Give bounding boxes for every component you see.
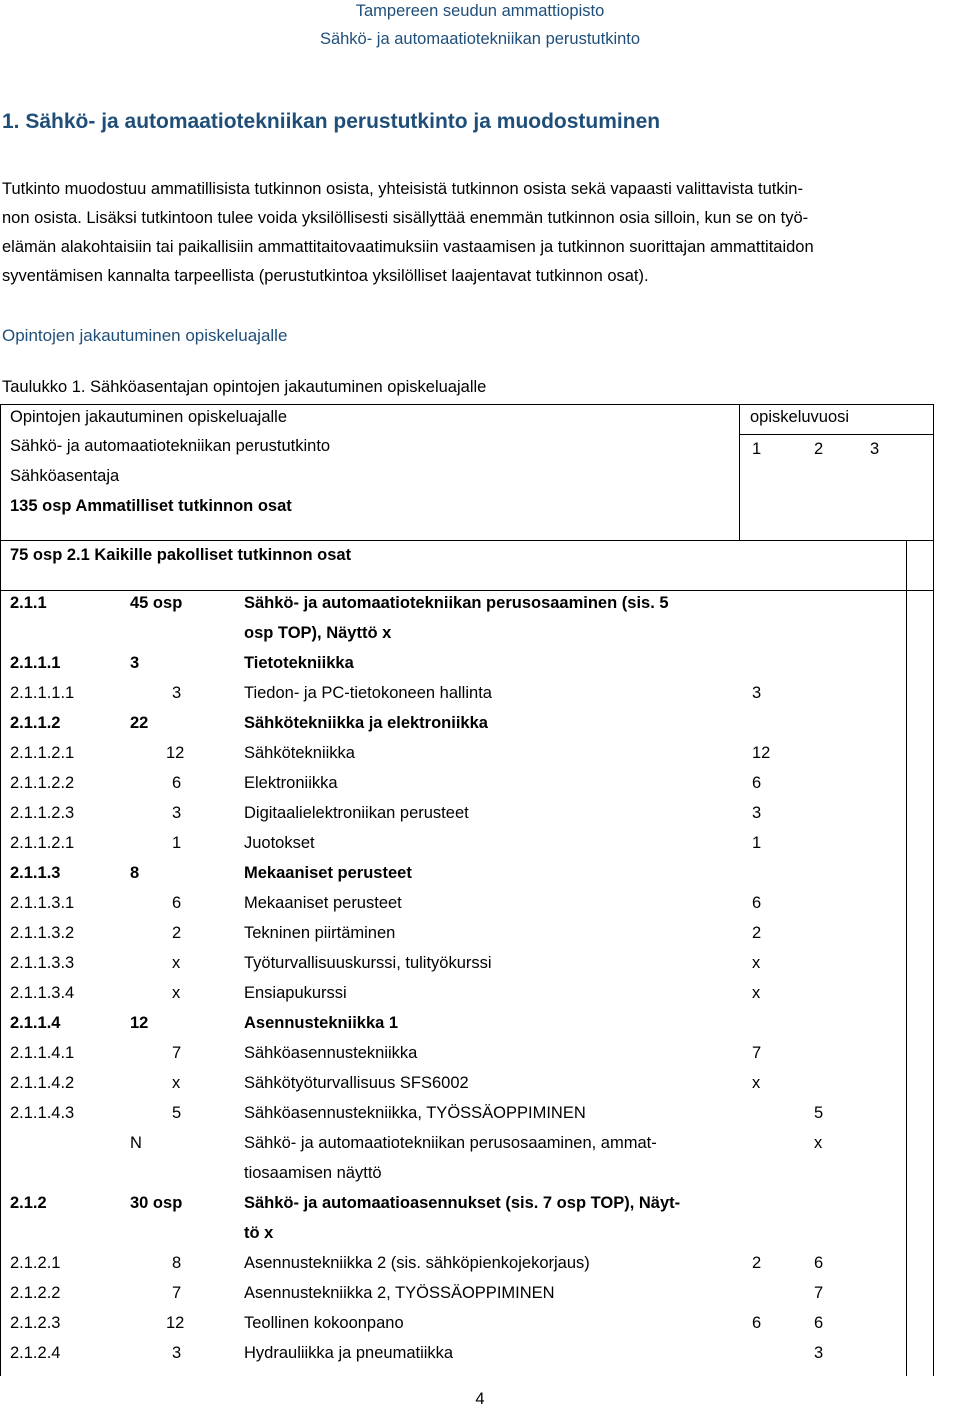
intro-line: syventämisen kannalta tarpeellista (perustutkintoa yksilölliset laajentavat tutkinnon osat). xyxy=(2,267,649,285)
row-name: Asennustekniikka 2 (sis. sähköpienkojekorjaus) xyxy=(244,1254,590,1272)
header-school: Tampereen seudun ammattiopisto xyxy=(355,2,605,20)
table-year3-line xyxy=(906,540,907,1376)
row-name-continued: tiosaamisen näyttö xyxy=(244,1164,382,1182)
row-code: 2.1.1 xyxy=(10,594,47,612)
years-label: opiskeluvuosi xyxy=(750,408,850,426)
row-code: 2.1.1.4.3 xyxy=(10,1104,75,1122)
page-number: 4 xyxy=(475,1390,485,1408)
row-code: 2.1.1.4.1 xyxy=(10,1044,75,1062)
profession-name: Sähköasentaja xyxy=(10,467,120,485)
intro-line: elämän alakohtaisiin tai paikallisiin ammattitaitovaatimuksiin vastaamisen ja tutkinnon suorittajan ammattitaidon xyxy=(2,238,814,256)
row-osp: x xyxy=(172,1074,181,1092)
row-code: 2.1.1.4 xyxy=(10,1014,61,1032)
row-name-continued: tö x xyxy=(244,1224,274,1242)
row-osp: 12 xyxy=(166,1314,185,1332)
row-year-2: 6 xyxy=(814,1254,824,1272)
row-name: Sähkötekniikka xyxy=(244,744,355,762)
row-year-1: 1 xyxy=(752,834,762,852)
row-name: Sähkö- ja automaatiotekniikan perusosaaminen, ammat- xyxy=(244,1134,657,1152)
row-name: Sähkötekniikka ja elektroniikka xyxy=(244,714,488,732)
table-border-top xyxy=(0,404,934,405)
row-year-1: 7 xyxy=(752,1044,762,1062)
subheading: Opintojen jakautuminen opiskeluajalle xyxy=(2,326,288,345)
row-osp: 8 xyxy=(130,864,140,882)
row-code: 2.1.1.3.3 xyxy=(10,954,75,972)
row-osp: 6 xyxy=(172,774,182,792)
row-year-2: x xyxy=(814,1134,823,1152)
row-osp: 3 xyxy=(172,1344,182,1362)
year-1-header: 1 xyxy=(752,440,762,458)
row-code: 2.1.1.2.1 xyxy=(10,834,75,852)
table-years-divider xyxy=(739,434,934,435)
row-year-2: 3 xyxy=(814,1344,824,1362)
row-name: Hydrauliikka ja pneumatiikka xyxy=(244,1344,454,1362)
section-heading: 1. Sähkö- ja automaatiotekniikan perustutkinto ja muodostuminen xyxy=(2,110,661,133)
row-osp: 22 xyxy=(130,714,149,732)
total-osp: 135 osp Ammatilliset tutkinnon osat xyxy=(10,497,292,515)
row-name: Ensiapukurssi xyxy=(244,984,347,1002)
row-year-1: x xyxy=(752,1074,761,1092)
row-code: 2.1.1.4.2 xyxy=(10,1074,75,1092)
row-code: 2.1.1.1 xyxy=(10,654,61,672)
table-head-divider xyxy=(739,404,740,540)
row-code: 2.1.1.2.2 xyxy=(10,774,75,792)
row-name: Tietotekniikka xyxy=(244,654,354,672)
row-osp: 45 osp xyxy=(130,594,183,612)
row-osp: 3 xyxy=(172,804,182,822)
row-name: Sähkötyöturvallisuus SFS6002 xyxy=(244,1074,469,1092)
row-year-1: 6 xyxy=(752,894,762,912)
row-year-1: 6 xyxy=(752,774,762,792)
year-3-header: 3 xyxy=(870,440,880,458)
row-osp: 7 xyxy=(172,1044,182,1062)
row-year-1: 6 xyxy=(752,1314,762,1332)
row-name: Mekaaniset perusteet xyxy=(244,894,402,912)
row-osp: 3 xyxy=(172,684,182,702)
row-year-1: 12 xyxy=(752,744,771,762)
row-osp: x xyxy=(172,954,181,972)
section-label: 75 osp 2.1 Kaikille pakolliset tutkinnon osat xyxy=(10,546,352,564)
row-osp: x xyxy=(172,984,181,1002)
row-name-continued: osp TOP), Näyttö x xyxy=(244,624,392,642)
row-year-1: 3 xyxy=(752,684,762,702)
row-name: Mekaaniset perusteet xyxy=(244,864,412,882)
table-caption: Taulukko 1. Sähköasentajan opintojen jakautuminen opiskeluajalle xyxy=(2,378,487,396)
row-osp: 12 xyxy=(166,744,185,762)
row-year-1: x xyxy=(752,984,761,1002)
row-year-1: 2 xyxy=(752,1254,762,1272)
row-name: Asennustekniikka 2, TYÖSSÄOPPIMINEN xyxy=(244,1284,555,1302)
row-name: Tiedon- ja PC-tietokoneen hallinta xyxy=(244,684,492,702)
row-year-1: 3 xyxy=(752,804,762,822)
row-code: 2.1.1.3.4 xyxy=(10,984,75,1002)
row-osp: 8 xyxy=(172,1254,182,1272)
row-year-1: x xyxy=(752,954,761,972)
table-section-bottom xyxy=(0,590,934,591)
row-code: 2.1.1.3 xyxy=(10,864,61,882)
table-border-right xyxy=(933,404,934,1376)
row-name: Elektroniikka xyxy=(244,774,338,792)
row-name: Työturvallisuuskurssi, tulityökurssi xyxy=(244,954,492,972)
row-year-2: 6 xyxy=(814,1314,824,1332)
row-name: Juotokset xyxy=(244,834,315,852)
row-code: 2.1.1.2.1 xyxy=(10,744,75,762)
row-name: Sähköasennustekniikka, TYÖSSÄOPPIMINEN xyxy=(244,1104,586,1122)
row-osp: N xyxy=(130,1134,142,1152)
degree-name: Sähkö- ja automaatiotekniikan perustutkinto xyxy=(10,437,331,455)
year-2-header: 2 xyxy=(814,440,824,458)
row-year-2: 7 xyxy=(814,1284,824,1302)
row-code: 2.1.2.2 xyxy=(10,1284,61,1302)
header-degree: Sähkö- ja automaatiotekniikan perustutkinto xyxy=(319,30,641,48)
intro-line: non osista. Lisäksi tutkintoon tulee voida yksilöllisesti sisällyttää enemmän tutkinnon osia silloin, kun se on työ- xyxy=(2,209,809,227)
row-code: 2.1.2.1 xyxy=(10,1254,61,1272)
row-osp: 6 xyxy=(172,894,182,912)
row-osp: 2 xyxy=(172,924,182,942)
row-code: 2.1.1.3.1 xyxy=(10,894,75,912)
table-head-bottom xyxy=(0,540,934,541)
row-code: 2.1.2.4 xyxy=(10,1344,61,1362)
row-code: 2.1.1.2 xyxy=(10,714,61,732)
table-border-left xyxy=(0,404,1,1376)
row-osp: 30 osp xyxy=(130,1194,183,1212)
row-code: 2.1.1.1.1 xyxy=(10,684,75,702)
row-name: Sähköasennustekniikka xyxy=(244,1044,418,1062)
row-osp: 1 xyxy=(172,834,182,852)
row-code: 2.1.1.2.3 xyxy=(10,804,75,822)
row-name: Sähkö- ja automaatioasennukset (sis. 7 osp TOP), Näyt- xyxy=(244,1194,681,1212)
row-osp: 12 xyxy=(130,1014,149,1032)
table-title: Opintojen jakautuminen opiskeluajalle xyxy=(10,408,288,426)
row-name: Digitaalielektroniikan perusteet xyxy=(244,804,469,822)
intro-line: Tutkinto muodostuu ammatillisista tutkinnon osista, yhteisistä tutkinnon osista sekä vapaasti valittavista tutkin- xyxy=(2,180,803,198)
row-code: 2.1.2 xyxy=(10,1194,47,1212)
row-name: Tekninen piirtäminen xyxy=(244,924,396,942)
row-osp: 7 xyxy=(172,1284,182,1302)
row-code: 2.1.2.3 xyxy=(10,1314,61,1332)
row-osp: 5 xyxy=(172,1104,182,1122)
row-code: 2.1.1.3.2 xyxy=(10,924,75,942)
row-name: Teollinen kokoonpano xyxy=(244,1314,404,1332)
row-name: Sähkö- ja automaatiotekniikan perusosaaminen (sis. 5 xyxy=(244,594,669,612)
row-year-1: 2 xyxy=(752,924,762,942)
row-name: Asennustekniikka 1 xyxy=(244,1014,399,1032)
row-osp: 3 xyxy=(130,654,140,672)
row-year-2: 5 xyxy=(814,1104,824,1122)
